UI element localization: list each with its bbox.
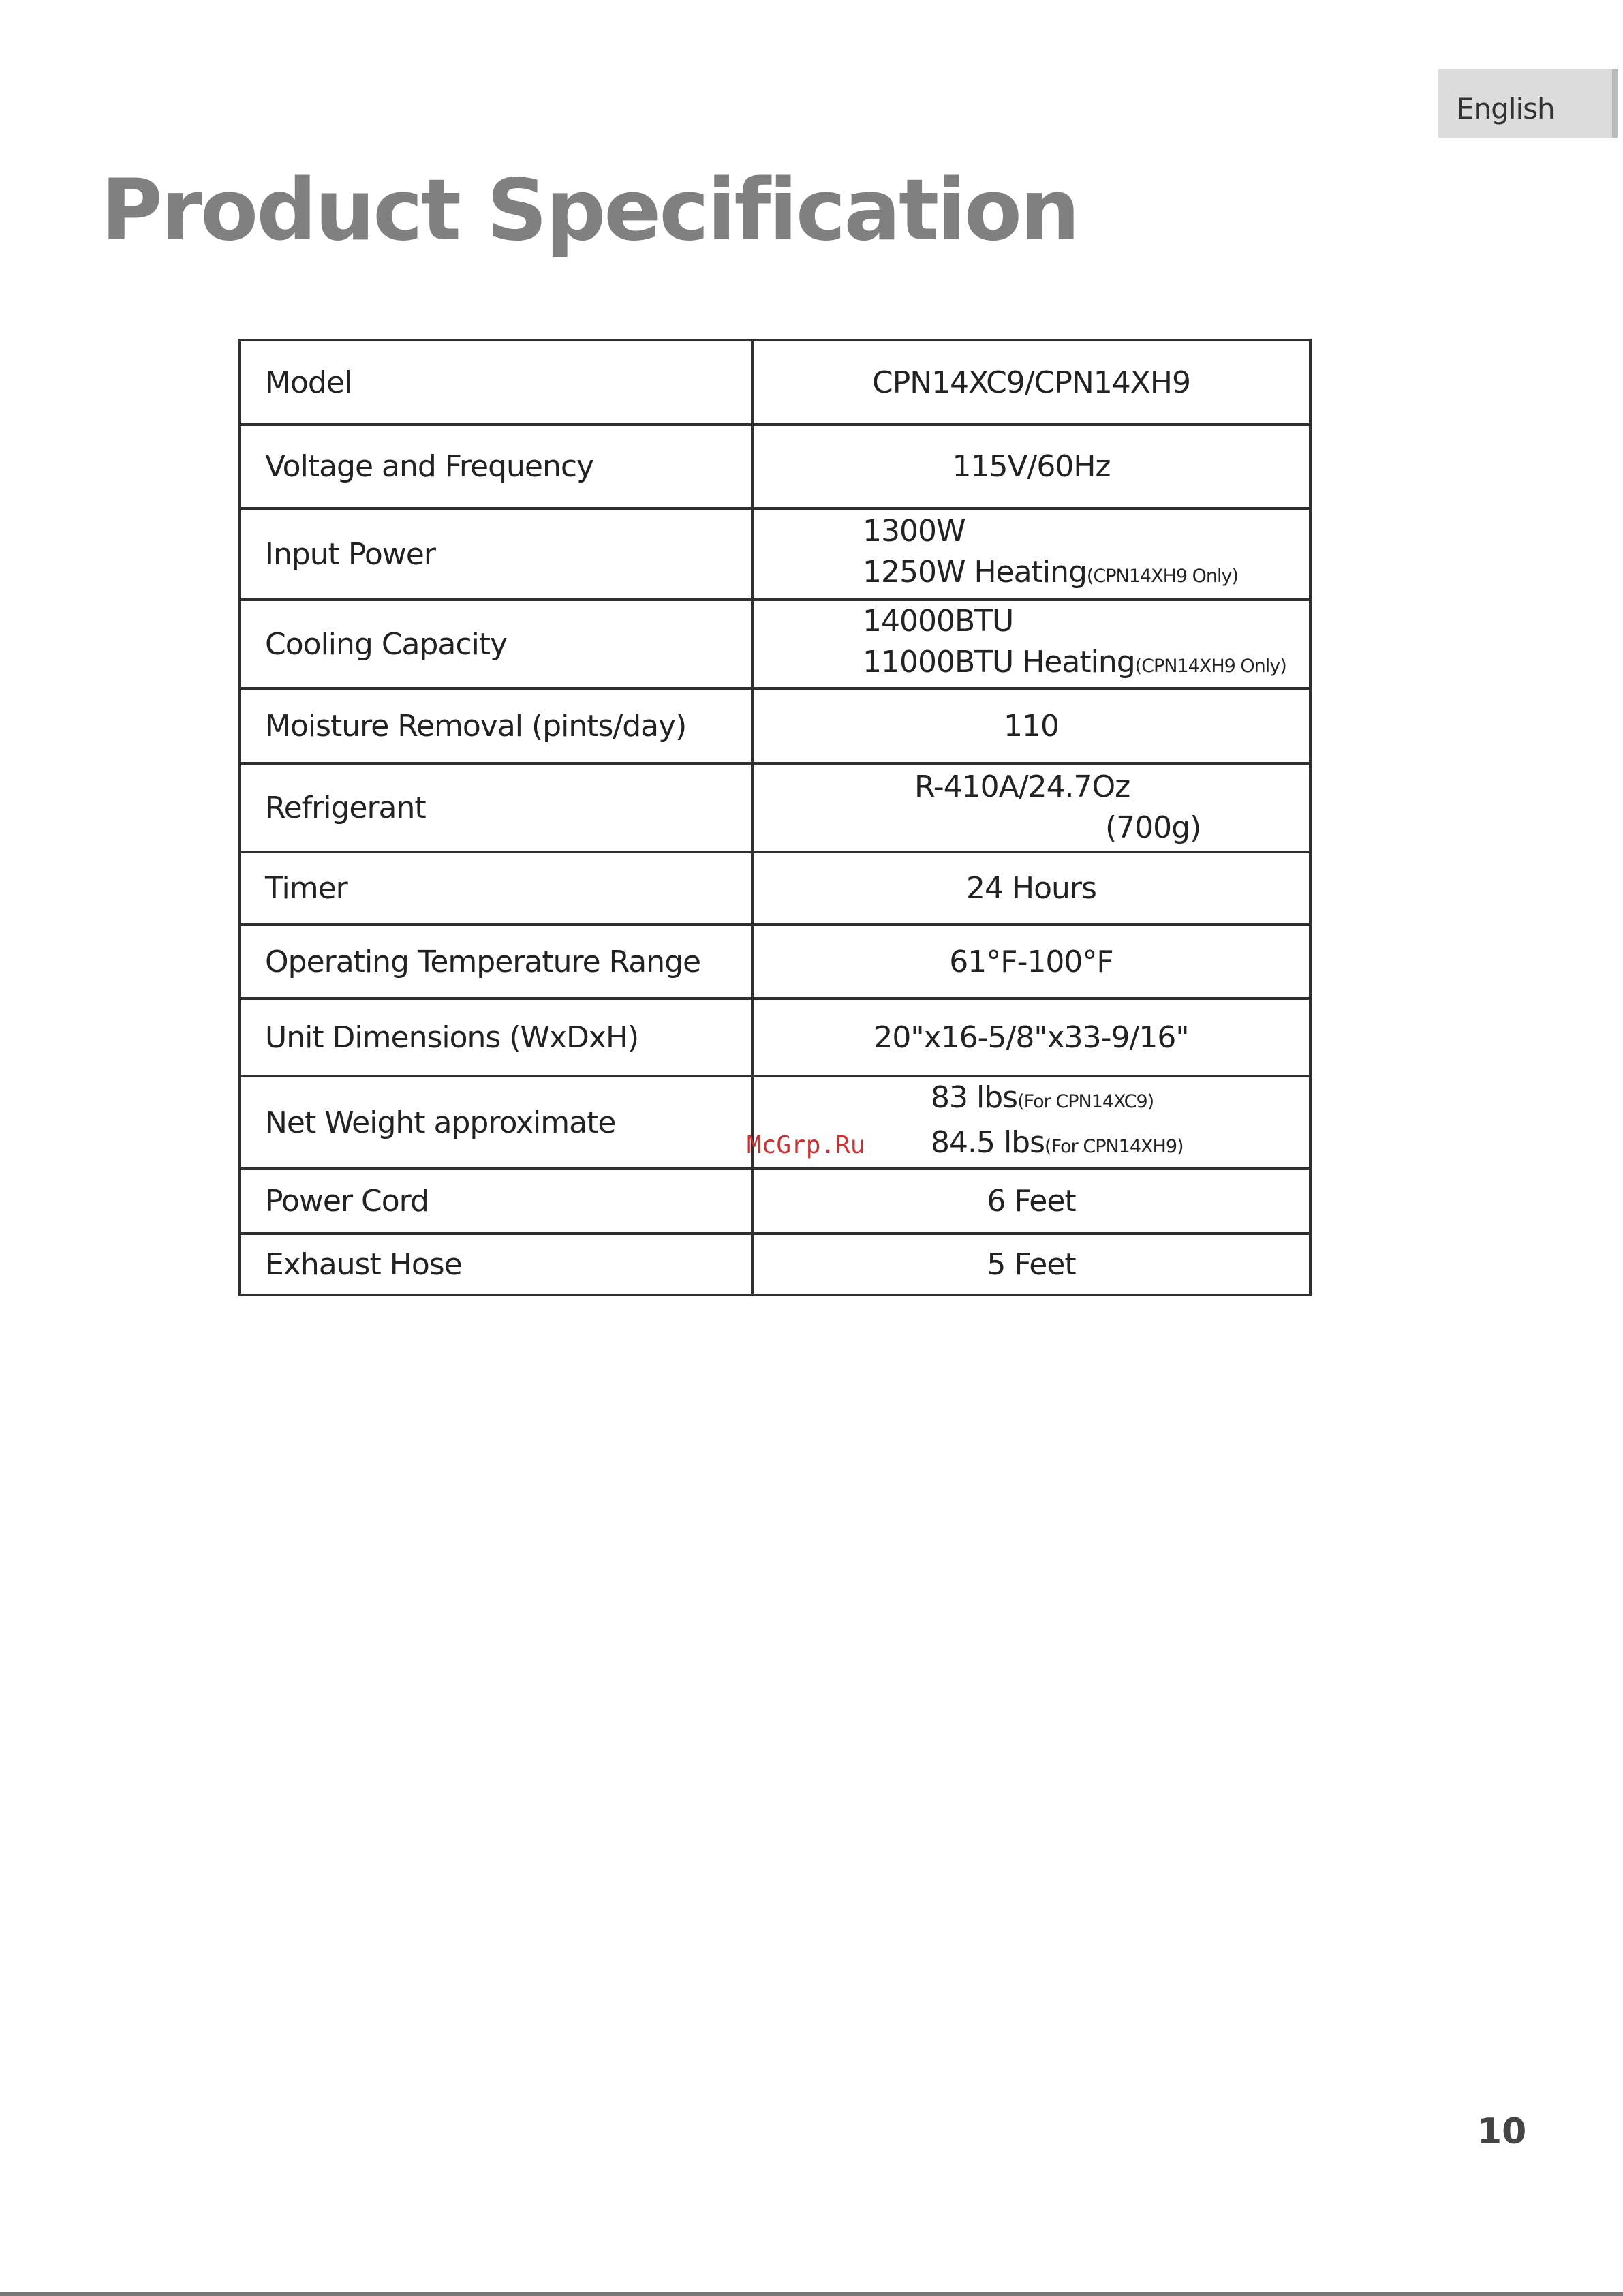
- spec-value-text: 11000BTU Heating: [863, 645, 1135, 679]
- bottom-rule: [0, 2292, 1623, 2296]
- spec-label: Refrigerant: [239, 763, 752, 852]
- spec-value-line: [931, 1077, 1309, 1122]
- spec-value: 24 Hours: [752, 852, 1310, 925]
- spec-value: 115V/60Hz: [752, 425, 1310, 508]
- table-row: [239, 508, 1310, 600]
- spec-label: Voltage and Frequency: [239, 425, 752, 508]
- spec-value: [752, 508, 1310, 600]
- page-number: 10: [1477, 2111, 1527, 2152]
- spec-label: Timer: [239, 852, 752, 925]
- spec-value-line: (700g): [1105, 810, 1201, 845]
- spec-value-line: 1300W: [863, 514, 965, 549]
- spec-value: 6 Feet: [752, 1169, 1310, 1234]
- spec-value-line: [931, 1122, 1309, 1167]
- spec-label: Operating Temperature Range: [239, 925, 752, 998]
- spec-value: [752, 600, 1310, 688]
- table-row: [239, 998, 1310, 1076]
- table-row: [239, 688, 1310, 763]
- spec-value-note: (For CPN14XC9): [1017, 1091, 1154, 1112]
- table-row: [239, 340, 1310, 425]
- spec-value-note: (CPN14XH9 Only): [1134, 656, 1286, 677]
- table-row: [239, 425, 1310, 508]
- spec-label: Net Weight approximate: [239, 1076, 752, 1169]
- table-row: [239, 763, 1310, 852]
- spec-label: Power Cord: [239, 1169, 752, 1234]
- spec-value: 61°F-100°F: [752, 925, 1310, 998]
- spec-label: Model: [239, 340, 752, 425]
- spec-value: 110: [752, 688, 1310, 763]
- spec-label: Input Power: [239, 508, 752, 600]
- language-tab-label: English: [1456, 92, 1555, 125]
- table-row: [239, 852, 1310, 925]
- language-tab: [1438, 69, 1618, 138]
- watermark: McGrp.Ru: [747, 1131, 865, 1159]
- table-row: [239, 600, 1310, 688]
- spec-value: [752, 763, 1310, 852]
- spec-value-note: (CPN14XH9 Only): [1086, 566, 1239, 587]
- spec-label: Cooling Capacity: [239, 600, 752, 688]
- page-title: Product Specification: [101, 162, 1079, 260]
- spec-value-line: R-410A/24.7Oz: [914, 769, 1130, 804]
- spec-value-note: (For CPN14XH9): [1045, 1136, 1184, 1157]
- spec-value-line: [863, 552, 1309, 597]
- spec-value: 5 Feet: [752, 1234, 1310, 1295]
- spec-value: 20"x16-5/8"x33-9/16": [752, 998, 1310, 1076]
- spec-label: Unit Dimensions (WxDxH): [239, 998, 752, 1076]
- spec-value: CPN14XC9/CPN14XH9: [752, 340, 1310, 425]
- spec-label: Exhaust Hose: [239, 1234, 752, 1295]
- spec-value-text: 84.5 lbs: [931, 1125, 1045, 1160]
- spec-value-text: 83 lbs: [931, 1080, 1018, 1115]
- spec-value-line: 14000BTU: [863, 604, 1014, 639]
- spec-value-line: [863, 642, 1309, 687]
- spec-value-text: 1250W Heating: [863, 555, 1087, 590]
- table-row: [239, 1234, 1310, 1295]
- table-row: [239, 925, 1310, 998]
- spec-label: Moisture Removal (pints/day): [239, 688, 752, 763]
- table-row: [239, 1169, 1310, 1234]
